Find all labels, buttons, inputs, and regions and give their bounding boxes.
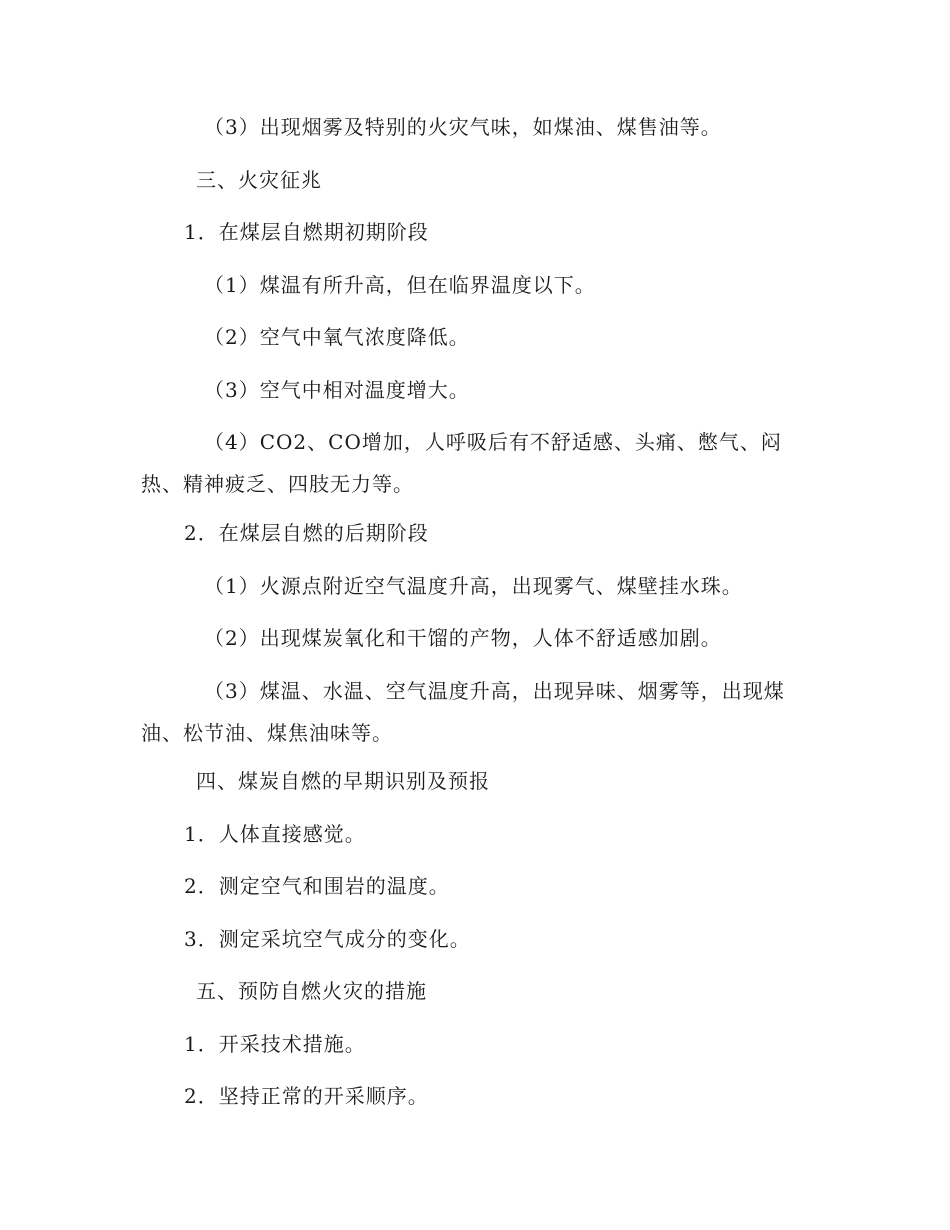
- paragraph-oxygen-drop: （2）空气中氧气浓度降低。: [204, 325, 470, 349]
- section-heading-prevention: 五、预防自燃火灾的措施: [196, 979, 427, 1003]
- paragraph-fog-water: （1）火源点附近空气温度升高，出现雾气、煤壁挂水珠。: [204, 574, 743, 598]
- list-item-mining-order: 2．坚持正常的开采顺序。: [184, 1084, 429, 1108]
- subheading-late-stage: 2．在煤层自燃的后期阶段: [184, 521, 429, 545]
- paragraph-oxidation: （2）出现煤炭氧化和干馏的产物，人体不舒适感加剧。: [204, 626, 722, 650]
- paragraph-co-increase: （4）CO2、CO增加，人呼吸后有不舒适感、头痛、憋气、闷热、精神疲乏、四肢无力等。: [141, 430, 782, 496]
- paragraph-humidity: （3）空气中相对温度增大。: [204, 378, 470, 402]
- list-item-human-sense: 1．人体直接感觉。: [184, 822, 366, 846]
- paragraph-smoke-odor: （3）出现烟雾及特别的火灾气味，如煤油、煤售油等。: [204, 115, 722, 139]
- paragraph-coal-temp: （1）煤温有所升高，但在临界温度以下。: [204, 273, 596, 297]
- section-heading-fire-signs: 三、火灾征兆: [196, 168, 322, 192]
- list-item-measure-temp: 2．测定空气和围岩的温度。: [184, 874, 450, 898]
- list-item-air-composition: 3．测定采坑空气成分的变化。: [184, 927, 471, 951]
- subheading-early-stage: 1．在煤层自燃期初期阶段: [184, 220, 429, 244]
- section-heading-early-detection: 四、煤炭自燃的早期识别及预报: [196, 769, 490, 793]
- list-item-mining-tech: 1．开采技术措施。: [184, 1032, 366, 1056]
- paragraph-odor-smoke: （3）煤温、水温、空气温度升高，出现异味、烟雾等，出现煤油、松节油、煤焦油味等。: [141, 679, 785, 745]
